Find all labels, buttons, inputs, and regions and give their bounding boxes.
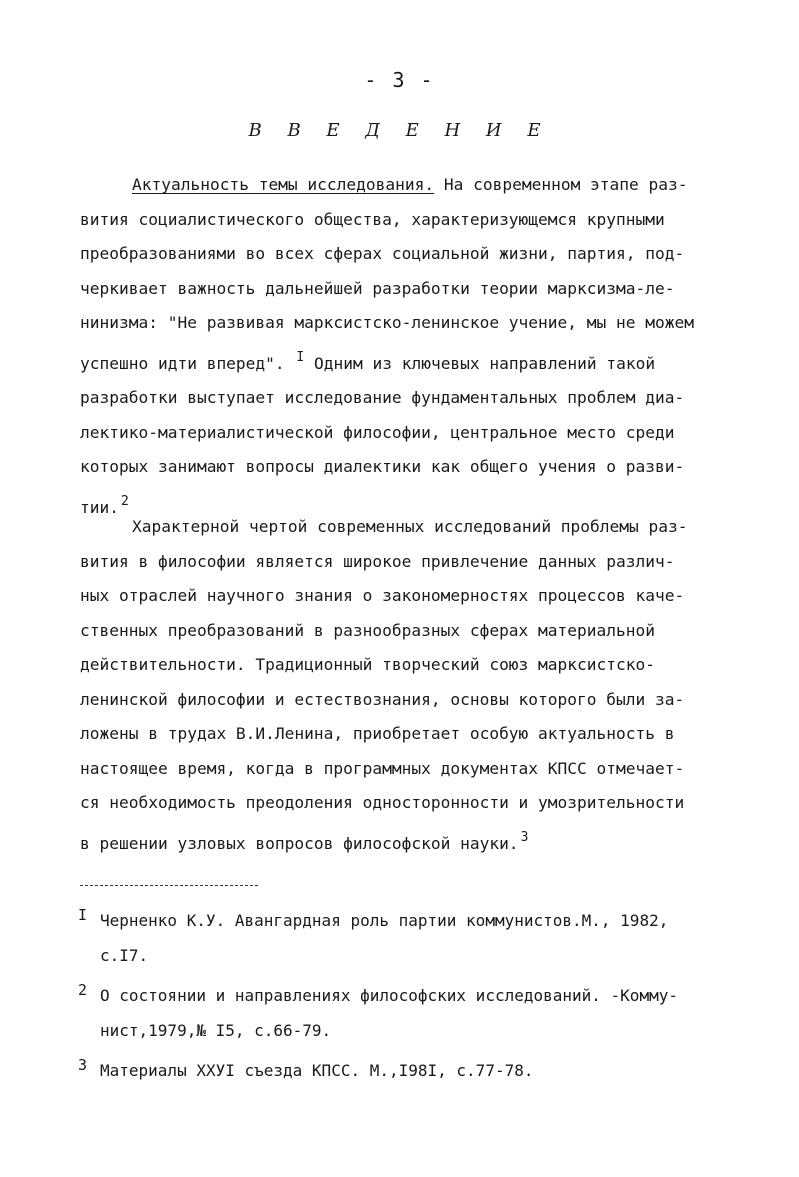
text-line: преобразованиями во всех сферах социальной жизни, партия, под- (80, 244, 685, 263)
text-line: действительности. Традиционный творческий союз марксистско- (80, 655, 655, 674)
text-line: тии. $^2$ (80, 493, 129, 517)
text-line: успешно идти вперед". $^I$ Одним из ключевых направлений такой (80, 349, 656, 373)
text-line: ложены в трудах В.И.Ленина, приобретает особую актуальность в (80, 724, 675, 743)
paragraph-introduction (80, 168, 740, 525)
text-line: Характерной чертой современных исследований проблемы раз- (132, 517, 688, 536)
text-line: ных отраслей научного знания о закономерностях процессов каче- (80, 586, 685, 605)
footnote-2 (78, 973, 758, 1048)
footnote-ref-1: I (296, 349, 305, 365)
text-line: которых занимают вопросы диалектики как общего учения о разви- (80, 457, 685, 476)
footnote-mark: I (78, 906, 88, 924)
text-line: разработки выступает исследование фундаментальных проблем диа- (80, 388, 685, 407)
footnote-mark: 2 (78, 981, 88, 999)
footnote-ref-2: 2 (120, 493, 129, 509)
text-line: ся необходимость преодоления односторонности и умозрительности (80, 793, 685, 812)
footnote-text: нист,1979,№ I5, с.66-79. (100, 1020, 332, 1040)
text-line: настоящее время, когда в программных документах КПСС отмечает- (80, 758, 685, 778)
footnote-1 (78, 898, 758, 973)
footnote-text: Черненко К.У. Авангардная роль партии коммунистов.М., 1982, (100, 911, 669, 930)
footnote-mark: 3 (78, 1056, 88, 1074)
text-line: лектико-материалистической философии, центральное место среди (80, 422, 675, 442)
footnote-3 (78, 1048, 758, 1089)
topic-relevance-label: Актуальность темы исследования. (132, 175, 435, 194)
section-heading: В В Е Д Е Н И Е (248, 120, 551, 141)
text-line: вития социалистического общества, характеризующемся крупными (80, 209, 665, 229)
text-line: Актуальность темы исследования. На современном этапе раз- (132, 175, 688, 194)
footnote-text: О состоянии и направлениях философских исследований. -Комму- (100, 986, 678, 1005)
text-line: ленинской философии и естествознания, основы которого были за- (80, 689, 685, 709)
text-line: черкивает важность дальнейшей разработки теории марксизма-ле- (80, 278, 675, 298)
footnote-text: с.I7. (100, 945, 149, 965)
footnote-separator (80, 885, 258, 886)
text-line: ственных преобразований в разнообразных сферах материальной (80, 620, 655, 640)
paragraph-research-trends (80, 510, 740, 861)
footnote-ref-3: 3 (520, 829, 529, 845)
text-line: в решении узловых вопросов философской науки. $^3$ (80, 829, 529, 853)
page-number: - 3 - (364, 68, 435, 92)
text-line: вития в философии является широкое привлечение данных различ- (80, 551, 675, 571)
footnotes (78, 898, 758, 1089)
text-line: нинизма: "Не развивая марксистско-ленинское учение, мы не можем (80, 313, 694, 332)
footnote-text: Материалы XXУI съезда КПСС. М.,I98I, с.77-78. (100, 1061, 534, 1080)
